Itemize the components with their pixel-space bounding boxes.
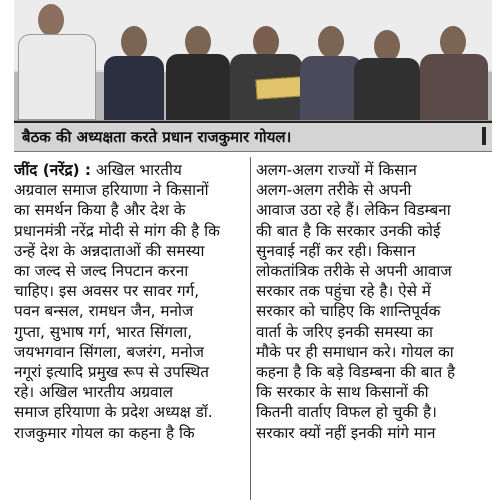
article-line: का समर्थन किया है और देश के xyxy=(14,201,186,220)
article-line-text: अखिल भारतीय xyxy=(91,161,182,179)
news-photo xyxy=(14,0,492,121)
article-line: आवाज उठा रहे हैं। लेकिन विडम्बना xyxy=(256,201,451,220)
article-line: समाज हरियाणा के प्रदेश अध्यक्ष डॉ. xyxy=(14,403,213,422)
article-line: वार्ता के जरिए इनकी समस्या का xyxy=(256,322,433,341)
article-line: गुप्ता, सुभाष गर्ग, भारत सिंगला, xyxy=(14,322,193,341)
article-line: कि सरकार के साथ किसानों की xyxy=(256,383,429,402)
article-line: का जल्द से जल्द निपटान करना xyxy=(14,262,189,281)
article-line: मौके पर ही समाधान करे। गोयल का xyxy=(256,342,454,361)
person-7 xyxy=(418,0,490,120)
caption-bar xyxy=(14,121,492,152)
dateline: जींद (नरेंद्र) : xyxy=(14,161,92,179)
article-line: अलग-अलग तरीके से अपनी xyxy=(256,181,412,200)
article-line: अग्रवाल समाज हरियाणा ने किसानों xyxy=(14,181,209,200)
article-line: कितनी वार्ताए विफल हो चुकी है। xyxy=(256,403,437,422)
article-line: चाहिए। इस अवसर पर सावर गर्ग, xyxy=(14,282,200,301)
article-line: कहना है कि बड़े विडम्बना की बात है xyxy=(256,363,456,382)
article-line: नगूरां इत्यादि प्रमुख रूप से उपस्थित xyxy=(14,363,209,382)
article-line: सुनवाई नहीं कर रही। किसान xyxy=(256,241,416,260)
paper-document xyxy=(255,76,302,99)
person-6 xyxy=(352,0,422,120)
article-line: पवन बन्सल, रामधन जैन, मनोज xyxy=(14,302,194,321)
article-line xyxy=(14,160,250,180)
article-column-left xyxy=(14,160,250,443)
person-1 xyxy=(16,0,96,120)
photo-caption: बैठक की अध्यक्षता करते प्रधान राजकुमार गोयल। xyxy=(22,128,292,146)
article-line: राजकुमार गोयल का कहना है कि xyxy=(14,423,195,442)
article-line: जयभगवान सिंगला, बजरंग, मनोज xyxy=(14,342,205,361)
column-divider xyxy=(250,157,251,500)
article-line: रहे। अखिल भारतीय अग्रवाल xyxy=(14,383,173,402)
article-line: की बात है कि सरकार उनकी कोई xyxy=(256,221,441,240)
caption-bar-end xyxy=(482,127,486,145)
article-line: सरकार क्यों नहीं इनकी मांगे मान xyxy=(256,423,436,442)
person-4 xyxy=(228,0,304,120)
person-2 xyxy=(102,0,166,120)
article-line: सरकार तक पहुंचा रहे है। ऐसे में xyxy=(256,282,431,301)
article-line: सरकार को चाहिए कि शान्तिपूर्वक xyxy=(256,302,441,321)
article-line: अलग-अलग राज्यों में किसान xyxy=(256,161,417,179)
person-3 xyxy=(164,0,232,120)
article-line: प्रधानमंत्री नरेंद्र मोदी से मांग की है कि xyxy=(14,221,220,240)
article-column-right xyxy=(256,160,492,443)
article-line: उन्हें देश के अन्नदाताओं की समस्या xyxy=(14,241,205,260)
article-line: लोकतांत्रिक तरीके से अपनी आवाज xyxy=(256,262,452,281)
